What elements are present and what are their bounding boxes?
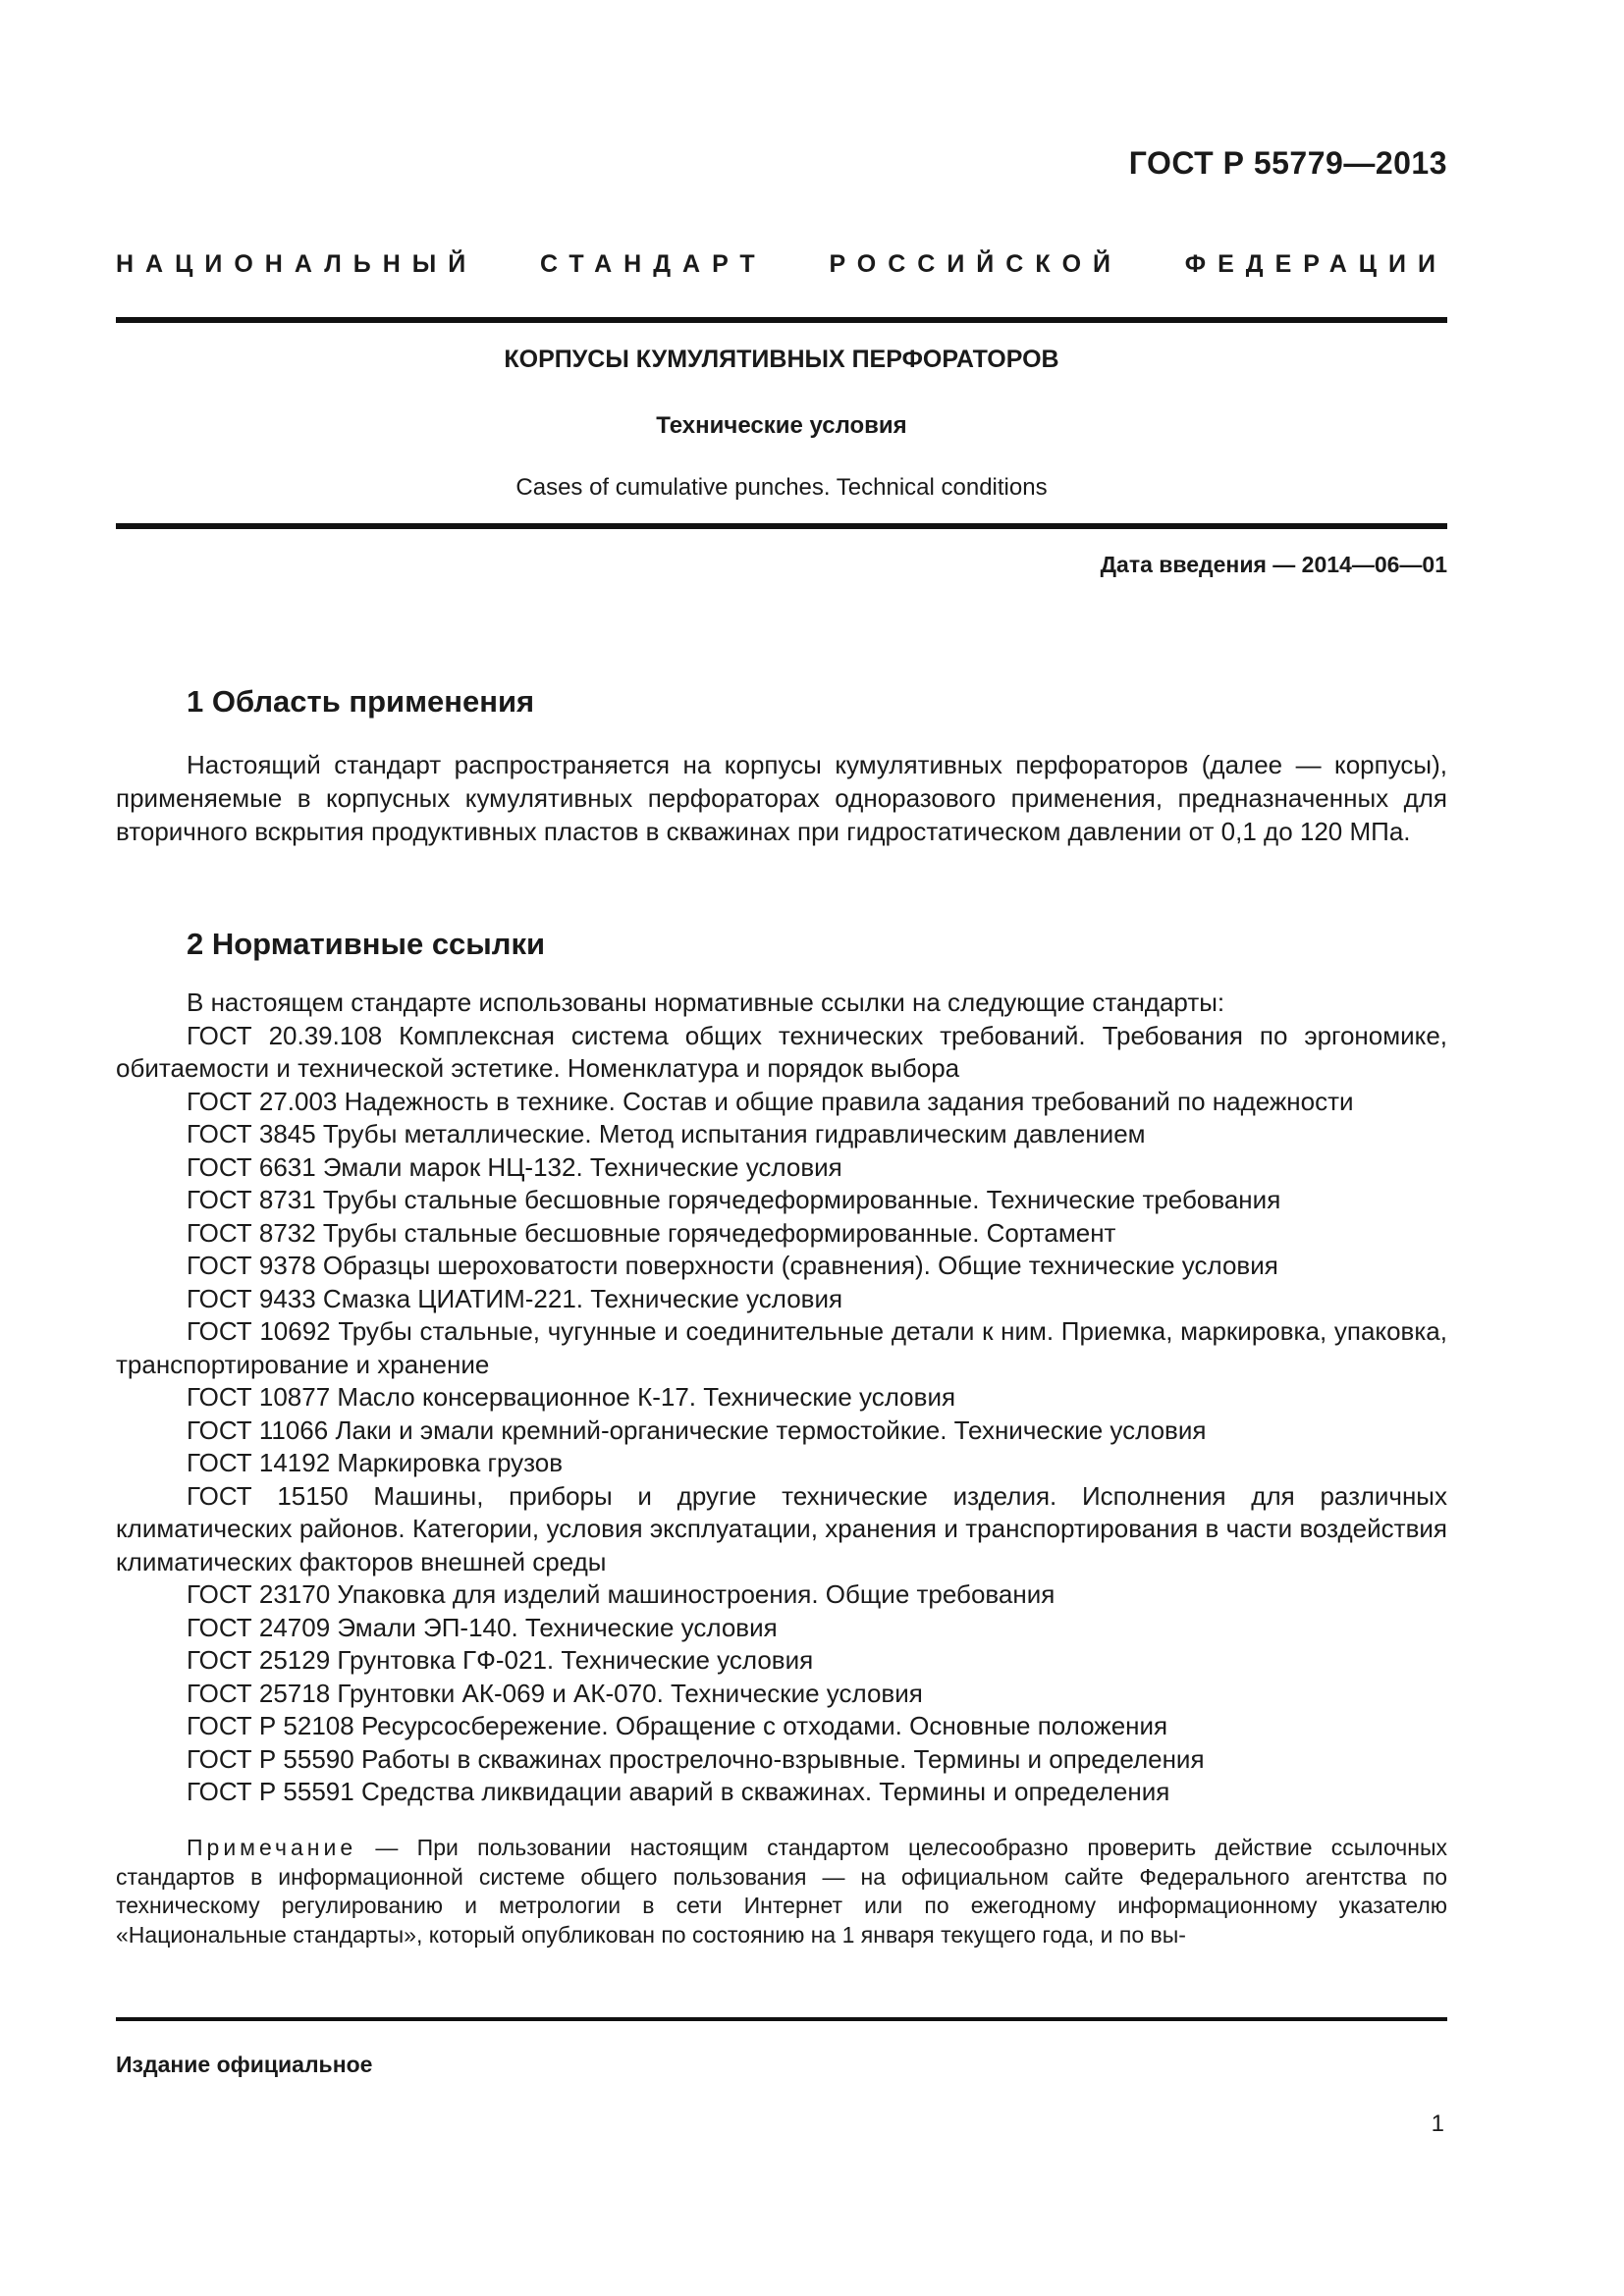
section-1-text-content: Настоящий стандарт распространяется на корпусы кумулятивных перфораторов (далее — корпусы), применяемые в корпусных кумулятивных перфораторах одноразового применения, предназначенных для вторичного вскрытия продуктивных пластов в скважинах при гидростатическом давлении от 0,1 до 120 МПа. — [116, 750, 1447, 846]
reference-item: ГОСТ 14192 Маркировка грузов — [187, 1448, 564, 1477]
standard-code: ГОСТ Р 55779—2013 — [1128, 145, 1447, 181]
section-1-heading: 1 Область применения — [187, 684, 535, 719]
reference-item: ГОСТ 8732 Трубы стальные бесшовные горячедеформированные. Сортамент — [187, 1217, 1116, 1248]
reference-item: ГОСТ 6631 Эмали марок НЦ-132. Технические условия — [187, 1151, 842, 1182]
section-2-heading: 2 Нормативные ссылки — [187, 927, 546, 961]
note-text: — При пользовании настоящим стандартом целесообразно проверить действие ссылочных стандартов в информационной системе общего пользования — на официальном сайте Федерального агентства по техническому регулированию и метрологии в сети Интернет или по ежегодному информационному указателю «Национальные стандарты», который опубликован по состоянию на 1 января текущего года, и по вы- — [116, 1835, 1447, 1948]
edition-label: Издание официальное — [116, 2052, 373, 2077]
references-list — [116, 987, 1447, 1809]
top-divider — [116, 317, 1447, 323]
reference-item: ГОСТ 23170 Упаковка для изделий машиностроения. Общие требования — [187, 1579, 1056, 1609]
reference-item: ГОСТ 10692 Трубы стальные, чугунные и соединительные детали к ним. Приемка, маркировка, упаковка, транспортирование и хранение — [116, 1316, 1447, 1379]
reference-item: ГОСТ 25129 Грунтовка ГФ-021. Технические условия — [187, 1645, 814, 1675]
reference-item: ГОСТ 24709 Эмали ЭП-140. Технические условия — [187, 1612, 778, 1642]
reference-item: ГОСТ 20.39.108 Комплексная система общих технических требований. Требования по эргономике, обитаемости и технической эстетике. Номенклатура и порядок выбора — [116, 1020, 1447, 1083]
reference-item: ГОСТ Р 52108 Ресурсосбережение. Обращение с отходами. Основные положения — [187, 1711, 1168, 1740]
reference-item: ГОСТ 10877 Масло консервационное К-17. Технические условия — [187, 1382, 956, 1412]
title-divider — [116, 523, 1447, 529]
reference-item: ГОСТ 11066 Лаки и эмали кремний-органические термостойкие. Технические условия — [187, 1415, 1207, 1445]
national-standard-banner: НАЦИОНАЛЬНЫЙ СТАНДАРТ РОССИЙСКОЙ ФЕДЕРАЦИИ — [116, 250, 1447, 278]
introduction-date: Дата введения — 2014—06—01 — [1100, 552, 1447, 577]
note-paragraph — [116, 1834, 1447, 1949]
document-title: КОРПУСЫ КУМУЛЯТИВНЫХ ПЕРФОРАТОРОВ — [504, 346, 1059, 373]
section-1-text — [116, 748, 1447, 848]
reference-item: ГОСТ 15150 Машины, приборы и другие технические изделия. Исполнения для различных климатических районов. Категории, условия эксплуатации, хранения и транспортирования в части воздействия климатических факторов внешней среды — [116, 1480, 1447, 1576]
reference-item: ГОСТ 9378 Образцы шероховатости поверхности (сравнения). Общие технические условия — [187, 1251, 1278, 1280]
note-label: Примечание — [187, 1835, 357, 1860]
reference-item: ГОСТ 3845 Трубы металлические. Метод испытания гидравлическим давлением — [187, 1119, 1146, 1148]
reference-item: ГОСТ 25718 Грунтовки АК-069 и АК-070. Технические условия — [187, 1678, 923, 1708]
reference-item: ГОСТ 8731 Трубы стальные бесшовные горячедеформированные. Технические требования — [187, 1185, 1281, 1214]
page-number: 1 — [1431, 2110, 1444, 2137]
footer-divider — [116, 2017, 1447, 2021]
reference-item: ГОСТ Р 55590 Работы в скважинах прострелочно-взрывные. Термины и определения — [187, 1743, 1205, 1774]
references-intro: В настоящем стандарте использованы нормативные ссылки на следующие стандарты: — [187, 988, 1225, 1017]
reference-item: ГОСТ Р 55591 Средства ликвидации аварий в скважинах. Термины и определения — [187, 1777, 1170, 1806]
reference-item: ГОСТ 27.003 Надежность в технике. Состав и общие правила задания требований по надежности — [187, 1086, 1354, 1116]
document-subtitle: Технические условия — [656, 412, 907, 439]
document-title-english: Cases of cumulative punches. Technical conditions — [515, 474, 1048, 501]
reference-item: ГОСТ 9433 Смазка ЦИАТИМ-221. Технические условия — [187, 1283, 843, 1313]
